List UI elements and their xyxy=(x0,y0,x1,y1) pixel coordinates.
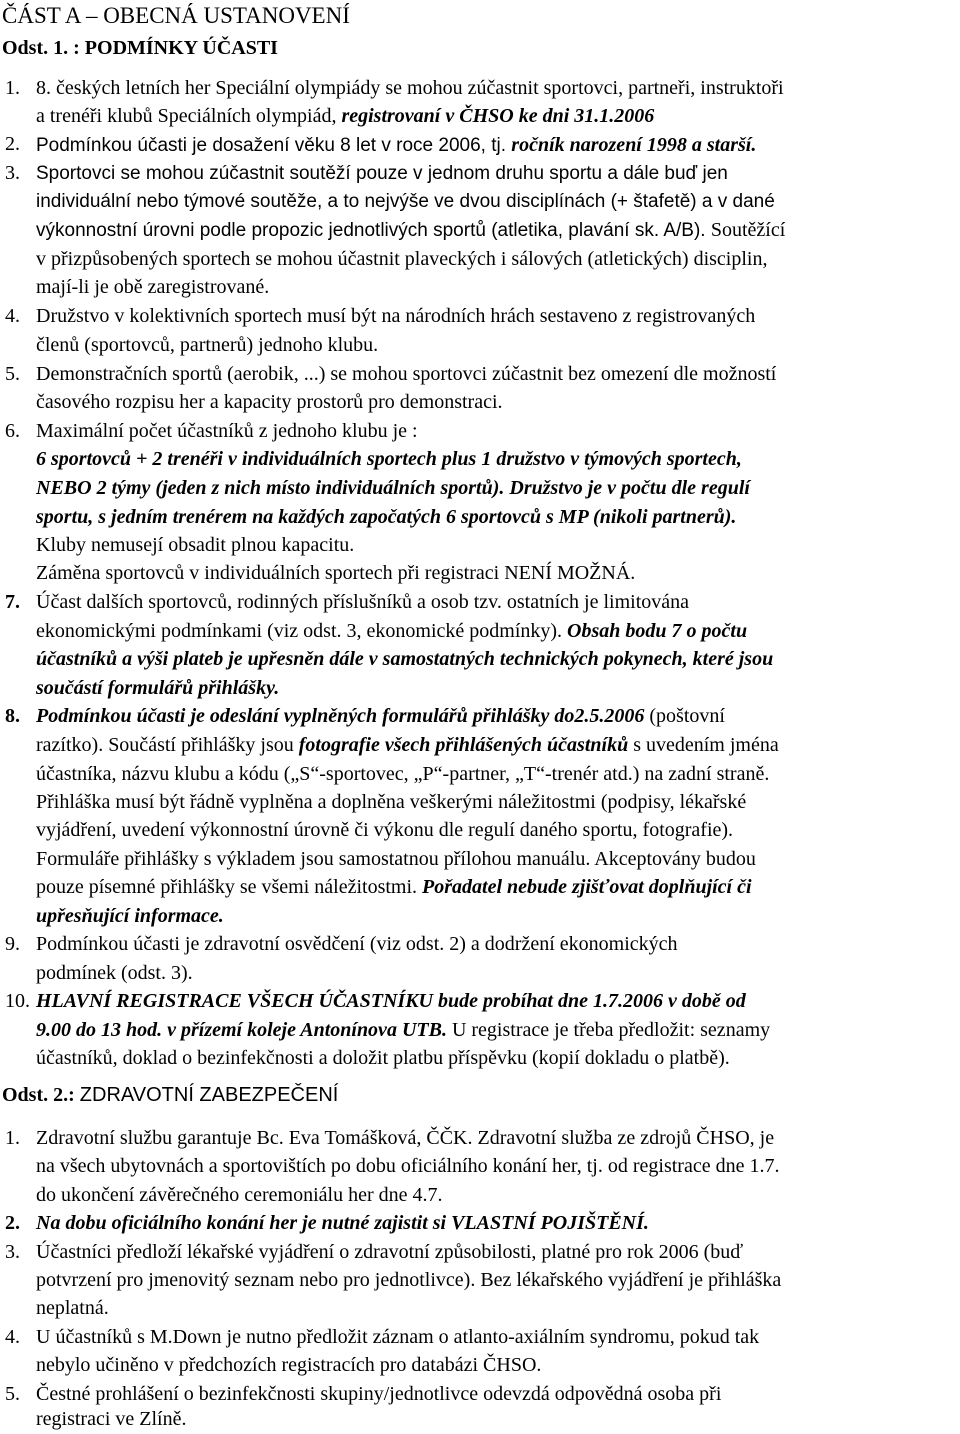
emphasis-text: ročník narození 1998 a starší. xyxy=(511,134,757,156)
item-number: 9. xyxy=(5,933,20,955)
item-number: 3. xyxy=(5,162,20,184)
text-run: a trenéři klubů Speciálních olympiád, xyxy=(36,105,342,127)
paragraph-line: účastníka, názvu klubu a kódu („S“-sportovec, „P“-partner, „T“-trenér atd.) na zadní straně. xyxy=(36,763,770,785)
paragraph-line: HLAVNÍ REGISTRACE VŠECH ÚČASTNÍKU bude probíhat dne 1.7.2006 v době od xyxy=(36,990,746,1012)
item-number: 2. xyxy=(5,133,20,155)
paragraph-line xyxy=(36,875,752,899)
item-number: 2. xyxy=(5,1212,20,1234)
paragraph-line: časového rozpisu her a kapacity prostorů pro demonstraci. xyxy=(36,391,503,413)
emphasis-text: registrovaní v ČHSO ke dni 31.1.2006 xyxy=(341,105,655,127)
text-run: Podmínkou účasti je dosažení věku 8 let v roce 2006, tj. xyxy=(36,135,512,156)
text-run: Soutěžící xyxy=(710,219,786,241)
paragraph-line: Sportovci se mohou zúčastnit soutěží pouze v jednom druhu sportu a dále buď jen xyxy=(36,163,728,184)
item-number: 1. xyxy=(5,1127,20,1149)
paragraph-line xyxy=(36,218,785,243)
paragraph-line: U účastníků s M.Down je nutno předložit záznam o atlanto-axiálním syndromu, pokud tak xyxy=(36,1326,760,1348)
paragraph-line: upřesňující informace. xyxy=(36,905,224,927)
text-run: výkonnostní úrovni podle propozic jednotlivých sportů (atletika, plavání sk. A/B). xyxy=(36,220,711,241)
text-run: U registrace je třeba předložit: seznamy xyxy=(446,1019,771,1041)
paragraph-line: Záměna sportovců v individuálních sportech při registraci NENÍ MOŽNÁ. xyxy=(36,562,636,584)
part-title: ČÁST A – OBECNÁ USTANOVENÍ xyxy=(2,3,350,28)
section-heading-title: ZDRAVOTNÍ ZABEZPEČENÍ xyxy=(79,1084,339,1106)
paragraph-line: Demonstračních sportů (aerobik, ...) se mohou sportovci zúčastnit bez omezení dle možností xyxy=(36,363,777,385)
paragraph-line: do ukončení závěrečného ceremoniálu her dne 4.7. xyxy=(36,1184,443,1206)
section-heading-prefix: Odst. 2.: xyxy=(2,1084,80,1106)
item-number: 3. xyxy=(5,1241,20,1263)
paragraph-line: sportu, s jedním trenérem na každých započatých 6 sportovců s MP (nikoli partnerů). xyxy=(36,506,737,528)
paragraph-line: neplatná. xyxy=(36,1297,109,1319)
paragraph-line: 8. českých letních her Speciální olympiády se mohou zúčastnit sportovci, partneři, instruktoři xyxy=(36,77,784,99)
paragraph-line: potvrzení pro jmenovitý seznam nebo pro jednotlivce). Bez lékařského vyjádření je přihláška xyxy=(36,1269,782,1291)
text-run: pouze písemné přihlášky se všemi náležitostmi. xyxy=(36,876,423,898)
item-number: 6. xyxy=(5,420,20,442)
paragraph-line xyxy=(36,476,750,500)
paragraph-line: Maximální počet účastníků z jednoho klubu je : xyxy=(36,420,418,442)
paragraph-line xyxy=(36,104,654,128)
paragraph-line: Zdravotní službu garantuje Bc. Eva Tomášková, ČČK. Zdravotní služba ze zdrojů ČHSO, je xyxy=(36,1127,775,1149)
paragraph-line: nebylo učiněno v předchozích registracích pro databázi ČHSO. xyxy=(36,1354,542,1376)
paragraph-line: 6 sportovců + 2 trenéři v individuálních sportech plus 1 družstvo v týmových sportech, xyxy=(36,448,742,470)
paragraph-line: součástí formulářů přihlášky. xyxy=(36,677,280,699)
text-run: (poštovní xyxy=(644,705,725,727)
item-number: 1. xyxy=(5,77,20,99)
item-number: 5. xyxy=(5,363,20,385)
paragraph-line: individuální nebo týmové soutěže, a to nejvýše ve dvou disciplínách (+ štafetě) a v dané xyxy=(36,191,775,212)
paragraph-line xyxy=(36,704,725,728)
paragraph-line xyxy=(36,619,747,643)
paragraph-line: Formuláře přihlášky s výkladem jsou samostatnou přílohou manuálu. Akceptovány budou xyxy=(36,848,756,870)
item-number: 10. xyxy=(5,990,30,1012)
emphasis-text: fotografie všech přihlášených účastníků xyxy=(298,734,629,756)
emphasis-text: NEBO 2 týmy (jeden z nich místo individuálních sportů). xyxy=(36,477,510,499)
item-number: 5. xyxy=(5,1383,20,1405)
paragraph-line: v přizpůsobených sportech se mohou účastnit plaveckých i sálových (atletických) disciplin, xyxy=(36,248,768,270)
item-number: 8. xyxy=(5,705,20,727)
paragraph-line xyxy=(36,133,756,158)
section-heading-1 xyxy=(2,36,278,60)
paragraph-line: Účastníci předloží lékařské vyjádření o zdravotní způsobilosti, platné pro rok 2006 (buď xyxy=(36,1241,744,1263)
paragraph-line xyxy=(36,733,779,757)
section-heading-prefix: Odst. 1. : xyxy=(2,37,85,59)
paragraph-line: podmínek (odst. 3). xyxy=(36,962,193,984)
section-heading-title: PODMÍNKY ÚČASTI xyxy=(84,37,278,59)
paragraph-line xyxy=(36,1018,770,1042)
paragraph-line: účastníků a výši plateb je upřesněn dále v samostatných technických pokynech, které jsou xyxy=(36,648,774,670)
text-run: s uvedením jména xyxy=(628,734,779,756)
emphasis-text: 9.00 do 13 hod. v přízemí koleje Antonínova UTB. xyxy=(36,1019,447,1041)
paragraph-line: vyjádření, uvedení výkonnostní úrovně či výkonu dle regulí daného sportu, fotografie). xyxy=(36,819,734,841)
section-heading-2 xyxy=(2,1083,338,1107)
paragraph-line: Čestné prohlášení o bezinfekčnosti skupiny/jednotlivce odevzdá odpovědná osoba při xyxy=(36,1383,722,1405)
paragraph-line: Přihláška musí být řádně vyplněna a doplněna veškerými náležitostmi (podpisy, lékařské xyxy=(36,791,747,813)
item-number: 7. xyxy=(5,591,20,613)
paragraph-line: na všech ubytovnách a sportovištích po dobu oficiálního konání her, tj. od registrace dne 1.7. xyxy=(36,1155,780,1177)
item-number: 4. xyxy=(5,1326,20,1348)
paragraph-line: Na dobu oficiálního konání her je nutné zajistit si VLASTNÍ POJIŠTĚNÍ. xyxy=(36,1212,649,1234)
text-run: razítko). Součástí přihlášky jsou xyxy=(36,734,299,756)
text-run: ekonomickými podmínkami (viz odst. 3, ekonomické podmínky). xyxy=(36,620,568,642)
paragraph-line: registraci ve Zlíně. xyxy=(36,1408,187,1430)
paragraph-line: Družstvo v kolektivních sportech musí být na národních hrách sestaveno z registrovaných xyxy=(36,305,756,327)
item-number: 4. xyxy=(5,305,20,327)
emphasis-text: Pořadatel nebude zjišťovat doplňující či xyxy=(422,876,752,898)
paragraph-line: Kluby nemusejí obsadit plnou kapacitu. xyxy=(36,534,355,556)
emphasis-text: Družstvo je v počtu dle regulí xyxy=(509,477,750,499)
emphasis-text: Podmínkou účasti je odeslání vyplněných formulářů přihlášky do2.5.2006 xyxy=(36,705,645,727)
paragraph-line: Účast dalších sportovců, rodinných příslušníků a osob tzv. ostatních je limitována xyxy=(36,591,690,613)
paragraph-line: účastníků, doklad o bezinfekčnosti a doložit platbu příspěvku (kopií dokladu o platbě). xyxy=(36,1047,730,1069)
paragraph-line: mají-li je obě zaregistrované. xyxy=(36,276,270,298)
paragraph-line: Podmínkou účasti je zdravotní osvědčení (viz odst. 2) a dodržení ekonomických xyxy=(36,933,678,955)
paragraph-line: členů (sportovců, partnerů) jednoho klubu. xyxy=(36,334,379,356)
emphasis-text: Obsah bodu 7 o počtu xyxy=(567,620,748,642)
